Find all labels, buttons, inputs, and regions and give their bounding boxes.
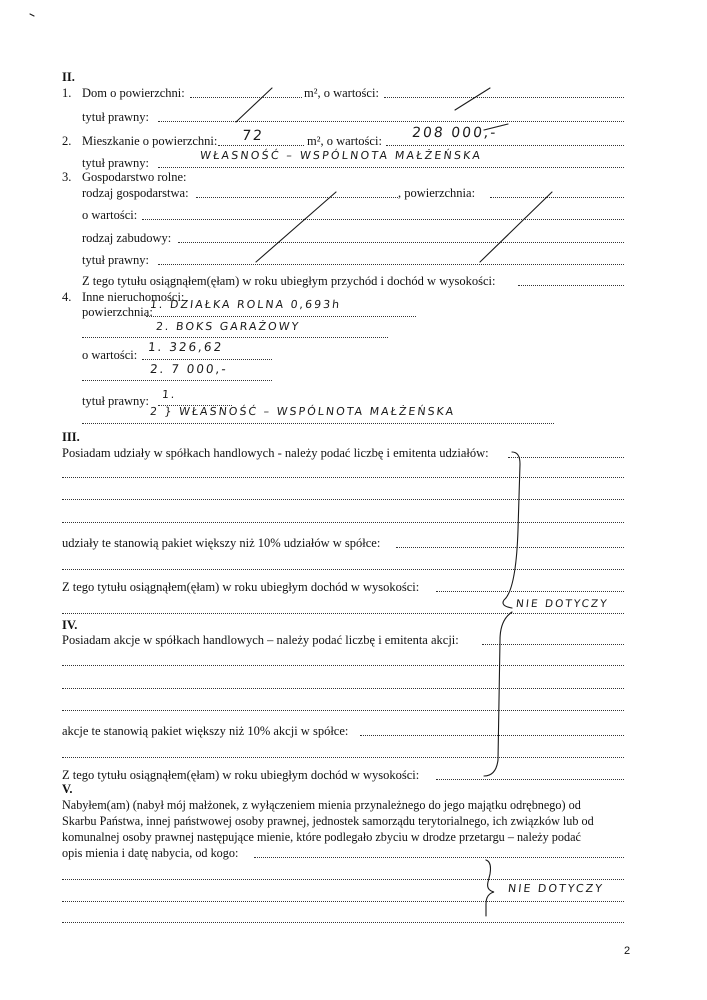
brace-section-v [486,860,494,916]
shares-package-field-2 [62,569,624,570]
shares-income-field-2 [62,613,624,614]
shares-field-3 [62,499,624,500]
apartment-value: 208 000,- [411,125,499,141]
section-heading-iii: III. [62,430,80,444]
scan-mark [30,14,34,16]
item-number-4: 4. [62,290,72,304]
other-title-label: tytuł prawny: [82,394,150,408]
apartment-title-value: WŁASNOŚĆ – WSPÓLNOTA MAŁŻEŃSKA [199,149,483,162]
shares-package-field [396,547,624,548]
farm-title-field [158,264,624,265]
farm-buildings-field [178,242,624,243]
other-title-value-2: 2 } WŁASNOŚĆ – WSPÓLNOTA MAŁŻEŃSKA [149,405,456,418]
shares-package-label: udziały te stanowią pakiet większy niż 10% udziałów w spółce: [62,536,381,550]
acquisition-field-4 [62,922,624,923]
item-number-1: 1. [62,86,72,100]
house-title-label: tytuł prawny: [82,110,150,124]
apartment-area-value: 72 [241,128,265,144]
shares-income-field [436,591,624,592]
apartment-title-field [158,167,624,168]
stocks-package-field-2 [62,757,624,758]
acquisition-field-1 [254,857,624,858]
house-area-field [190,97,302,98]
apartment-area-field [218,145,304,146]
other-value-label: o wartości: [82,348,138,362]
other-area-field-2 [82,337,388,338]
page-number: 2 [624,945,631,957]
brace-section-iv [484,612,512,776]
stocks-income-label: Z tego tytułu osiągnąłem(ęłam) w roku ubiegłym dochód w wysokości: [62,768,420,782]
farm-value-label: o wartości: [82,208,138,222]
other-value-field-1 [142,359,272,360]
shares-not-applicable: NIE DOTYCZY [515,598,610,610]
stocks-label: Posiadam akcje w spółkach handlowych – należy podać liczbę i emitenta akcji: [62,633,459,647]
apartment-value-field [386,145,624,146]
other-title-value-1: 1. [161,388,178,401]
section-heading-ii: II. [62,70,75,84]
other-area-value-2: 2. BOKS GARAŻOWY [155,320,301,333]
section-heading-v: V. [62,782,73,796]
section-heading-iv: IV. [62,618,78,632]
other-title-field-2 [82,423,554,424]
farm-type-field [196,197,398,198]
brace-section-iii [503,452,520,608]
apartment-area-label: Mieszkanie o powierzchni: [82,134,218,148]
other-property-label: Inne nieruchomości: [82,290,185,304]
stocks-field-2 [62,665,624,666]
house-value-field [384,97,624,98]
farm-value-field [142,219,624,220]
stocks-package-label: akcje te stanowią pakiet większy niż 10% akcji w spółce: [62,724,349,738]
house-title-field [158,121,624,122]
other-area-label: powierzchnia: [82,305,153,319]
stocks-field-4 [62,710,624,711]
item-number-2: 2. [62,134,72,148]
strike-house-area [236,88,272,122]
strike-house-value [455,88,490,110]
shares-field-4 [62,522,624,523]
shares-label: Posiadam udziały w spółkach handlowych - należy podać liczbę i emitenta udziałów: [62,446,489,460]
apartment-value-label: m², o wartości: [307,134,382,148]
other-area-field-1 [146,316,416,317]
farm-income-field [518,285,624,286]
farm-type-label: rodzaj gospodarstwa: [82,186,189,200]
item-number-3: 3. [62,170,72,184]
farm-title-label: tytuł prawny: [82,253,150,267]
shares-field-1 [508,457,624,458]
strike-farm-right [480,192,552,262]
farm-area-field [490,197,624,198]
stocks-field-1 [482,644,624,645]
farm-buildings-label: rodzaj zabudowy: [82,231,172,245]
apartment-title-label: tytuł prawny: [82,156,150,170]
acquisition-text-4: opis mienia i datę nabycia, od kogo: [62,846,239,860]
house-value-label: m², o wartości: [304,86,379,100]
shares-income-label: Z tego tytułu osiągnąłem(ęłam) w roku ubiegłym dochód w wysokości: [62,580,420,594]
other-value-field-2 [82,380,272,381]
other-value-2: 2. 7 000,- [149,362,229,376]
other-value-1: 1. 326,62 [147,340,225,354]
stocks-income-field [436,779,624,780]
farm-label: Gospodarstwo rolne: [82,170,187,184]
other-area-value-1: 1. DZIAŁKA ROLNA 0,693h [149,298,342,311]
stocks-field-3 [62,688,624,689]
strike-farm-left [256,192,336,262]
stocks-package-field [360,735,624,736]
acquisition-text-1: Nabyłem(am) (nabył mój małżonek, z wyłączeniem mienia przynależnego do jego majątku odrębnego) od [62,798,581,812]
acquisition-text-3: komunalnej osoby prawnej następujące mienie, które podlegało zbyciu w drodze przetargu – należy podać [62,830,581,844]
acquisition-field-2 [62,879,624,880]
shares-field-2 [62,477,624,478]
acquisition-field-3 [62,901,624,902]
farm-area-label: , powierzchnia: [398,186,476,200]
house-area-label: Dom o powierzchni: [82,86,185,100]
farm-income-label: Z tego tytułu osiągnąłem(ęłam) w roku ubiegłym przychód i dochód w wysokości: [82,274,496,288]
acquisition-text-2: Skarbu Państwa, innej państwowej osoby prawnej, jednostek samorządu terytorialnego, ich związków lub od [62,814,594,828]
acquisition-not-applicable: NIE DOTYCZY [507,882,605,895]
